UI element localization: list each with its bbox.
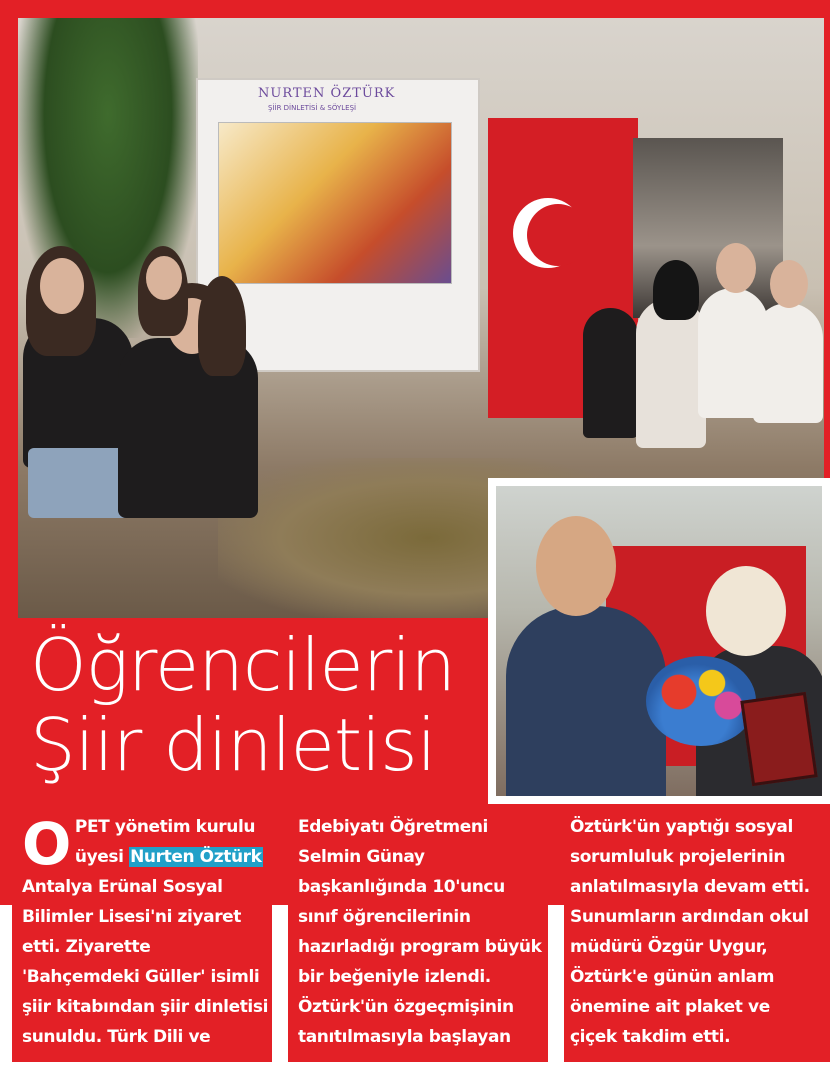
slide-subtitle: ŞİİR DİNLETİSİ & SÖYLEŞİ	[268, 104, 357, 112]
crescent-icon	[513, 198, 583, 268]
scan-edge	[272, 905, 288, 1071]
student	[636, 298, 706, 448]
student-face	[40, 258, 84, 314]
headline	[30, 625, 500, 785]
headline-line-2: Şiir dinletisi	[30, 703, 436, 787]
slide-image	[218, 122, 452, 284]
article-column-2	[298, 812, 546, 1082]
student-face	[146, 256, 182, 300]
scan-edge	[0, 1062, 830, 1071]
principal	[506, 606, 666, 796]
column-2-text: Edebiyatı Öğretmeni Selmin Günay başkanlığında 10'uncu sınıf öğrencilerinin hazırladığı program büyük bir beğeniyle izlendi. Öztürk'ün özgeçmişinin tanıtılmasıyla başlayan	[298, 817, 542, 1047]
article-column-3	[570, 812, 820, 1052]
honoree-face	[706, 566, 786, 656]
principal-face	[536, 516, 616, 616]
student-headscarf	[653, 260, 699, 320]
headline-line-1: Öğrencilerin	[30, 623, 455, 707]
student-hair	[198, 276, 246, 376]
inset-photo-image	[496, 486, 822, 796]
student	[753, 303, 823, 423]
inset-photo	[488, 478, 830, 804]
column-3-text: Öztürk'ün yaptığı sosyal sorumluluk projelerinin anlatılmasıyla devam etti. Sunumların ardından okul müdürü Özgür Uygur, Öztürk'e günün anlam önemine ait plaket ve çiçek takdim etti.	[570, 817, 810, 1047]
person-name-highlight: Nurten Öztürk	[130, 847, 262, 867]
plaque	[740, 692, 817, 786]
scan-edge	[548, 905, 564, 1071]
scan-edge	[0, 905, 12, 1071]
article-column-1	[22, 812, 270, 1052]
slide-title: NURTEN ÖZTÜRK	[258, 86, 396, 101]
column-1-text: Antalya Erünal Sosyal Bilimler Lisesi'ni ziyaret etti. Ziyarette 'Bahçemdeki Güller' isimli şiir kitabından şiir dinletisi sunuldu. Türk Dili ve	[22, 877, 268, 1047]
student	[583, 308, 638, 438]
drop-cap: O	[22, 810, 71, 878]
student-face	[716, 243, 756, 293]
lead-text: PET yönetim kurulu üyesi	[74, 817, 256, 867]
student-face	[770, 260, 808, 308]
